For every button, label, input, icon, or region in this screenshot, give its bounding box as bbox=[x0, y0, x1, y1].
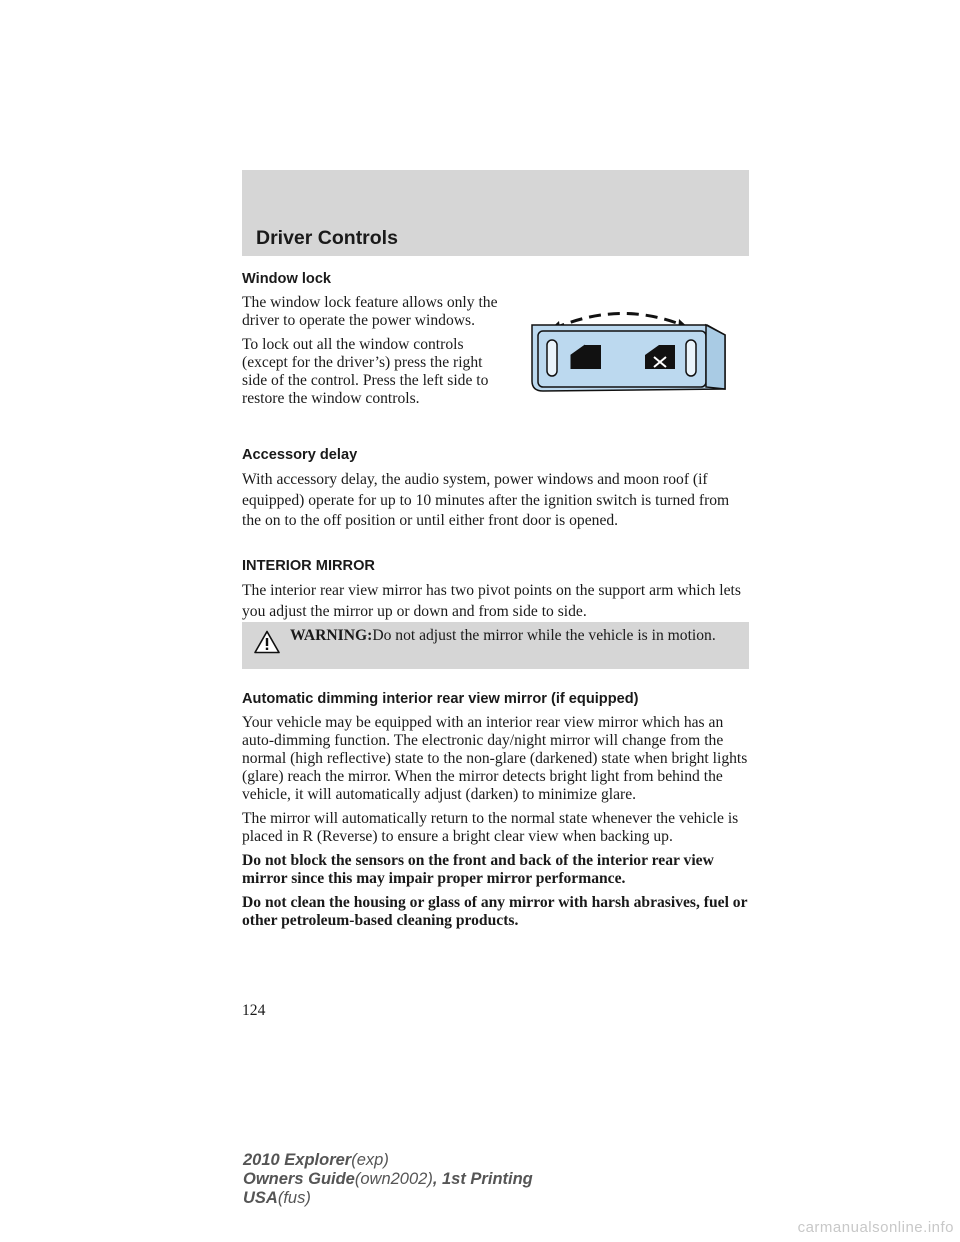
accessory-delay-paragraph: With accessory delay, the audio system, power windows and moon roof (if equipped) operate for up to 10 minutes after the ignition switch is turned from the on to the off position or until either front door is opened. bbox=[242, 471, 730, 529]
footer-region: USA bbox=[243, 1189, 278, 1207]
window-lock-paragraph-1: The window lock feature allows only the driver to operate the power windows. bbox=[242, 294, 498, 329]
footer-line-2 bbox=[243, 1170, 533, 1189]
watermark: carmanualsonline.info bbox=[797, 1219, 954, 1236]
interior-mirror-section bbox=[242, 557, 749, 622]
window-lock-heading: Window lock bbox=[242, 271, 332, 287]
accessory-delay-heading: Accessory delay bbox=[242, 447, 358, 463]
warning-text bbox=[290, 627, 730, 645]
warning-box bbox=[242, 622, 749, 669]
warning-label: WARNING: bbox=[290, 627, 373, 644]
document-footer bbox=[243, 1151, 533, 1208]
window-lock-section bbox=[242, 270, 502, 408]
page-number: 124 bbox=[242, 1002, 266, 1019]
footer-guide-code: (own2002) bbox=[354, 1170, 433, 1188]
auto-dimming-heading: Automatic dimming interior rear view mirror (if equipped) bbox=[242, 691, 639, 707]
warning-message: Do not adjust the mirror while the vehicle is in motion. bbox=[372, 627, 716, 644]
footer-region-code: (fus) bbox=[277, 1189, 311, 1207]
footer-line-3 bbox=[243, 1189, 533, 1208]
auto-dimming-note-sensors: Do not block the sensors on the front and back of the interior rear view mirror since this may impair proper mirror performance. bbox=[242, 852, 714, 887]
interior-mirror-heading: INTERIOR MIRROR bbox=[242, 558, 375, 574]
footer-model: 2010 Explorer bbox=[243, 1151, 352, 1169]
footer-line-1 bbox=[243, 1151, 533, 1170]
window-lock-switch-illustration bbox=[529, 307, 729, 402]
auto-dimming-note-cleaning: Do not clean the housing or glass of any mirror with harsh abrasives, fuel or other petroleum-based cleaning products. bbox=[242, 894, 748, 929]
warning-triangle-icon bbox=[254, 630, 280, 659]
footer-model-code: (exp) bbox=[351, 1151, 389, 1169]
footer-printing: , 1st Printing bbox=[432, 1170, 533, 1188]
window-lock-paragraph-2: To lock out all the window controls (except for the driver’s) press the right side of the control. Press the left side to restore the window controls. bbox=[242, 336, 489, 407]
footer-guide: Owners Guide bbox=[243, 1170, 355, 1188]
accessory-delay-section bbox=[242, 446, 749, 532]
auto-dimming-paragraph-2: The mirror will automatically return to the normal state whenever the vehicle is placed in R (Reverse) to ensure a bright clear view when backing up. bbox=[242, 810, 739, 845]
section-header bbox=[242, 170, 749, 256]
auto-dimming-section bbox=[242, 690, 749, 930]
interior-mirror-paragraph: The interior rear view mirror has two pivot points on the support arm which lets you adjust the mirror up or down and from side to side. bbox=[242, 582, 741, 620]
section-title: Driver Controls bbox=[256, 227, 398, 249]
auto-dimming-paragraph-1: Your vehicle may be equipped with an interior rear view mirror which has an auto-dimming function. The electronic day/night mirror will change from the normal (high reflective) state to the non-glare (darkened) state when bright lights (glare) reach the mirror. When the mirror detects bright light from behind the vehicle, it will automatically adjust (darken) to minimize glare. bbox=[242, 714, 748, 803]
